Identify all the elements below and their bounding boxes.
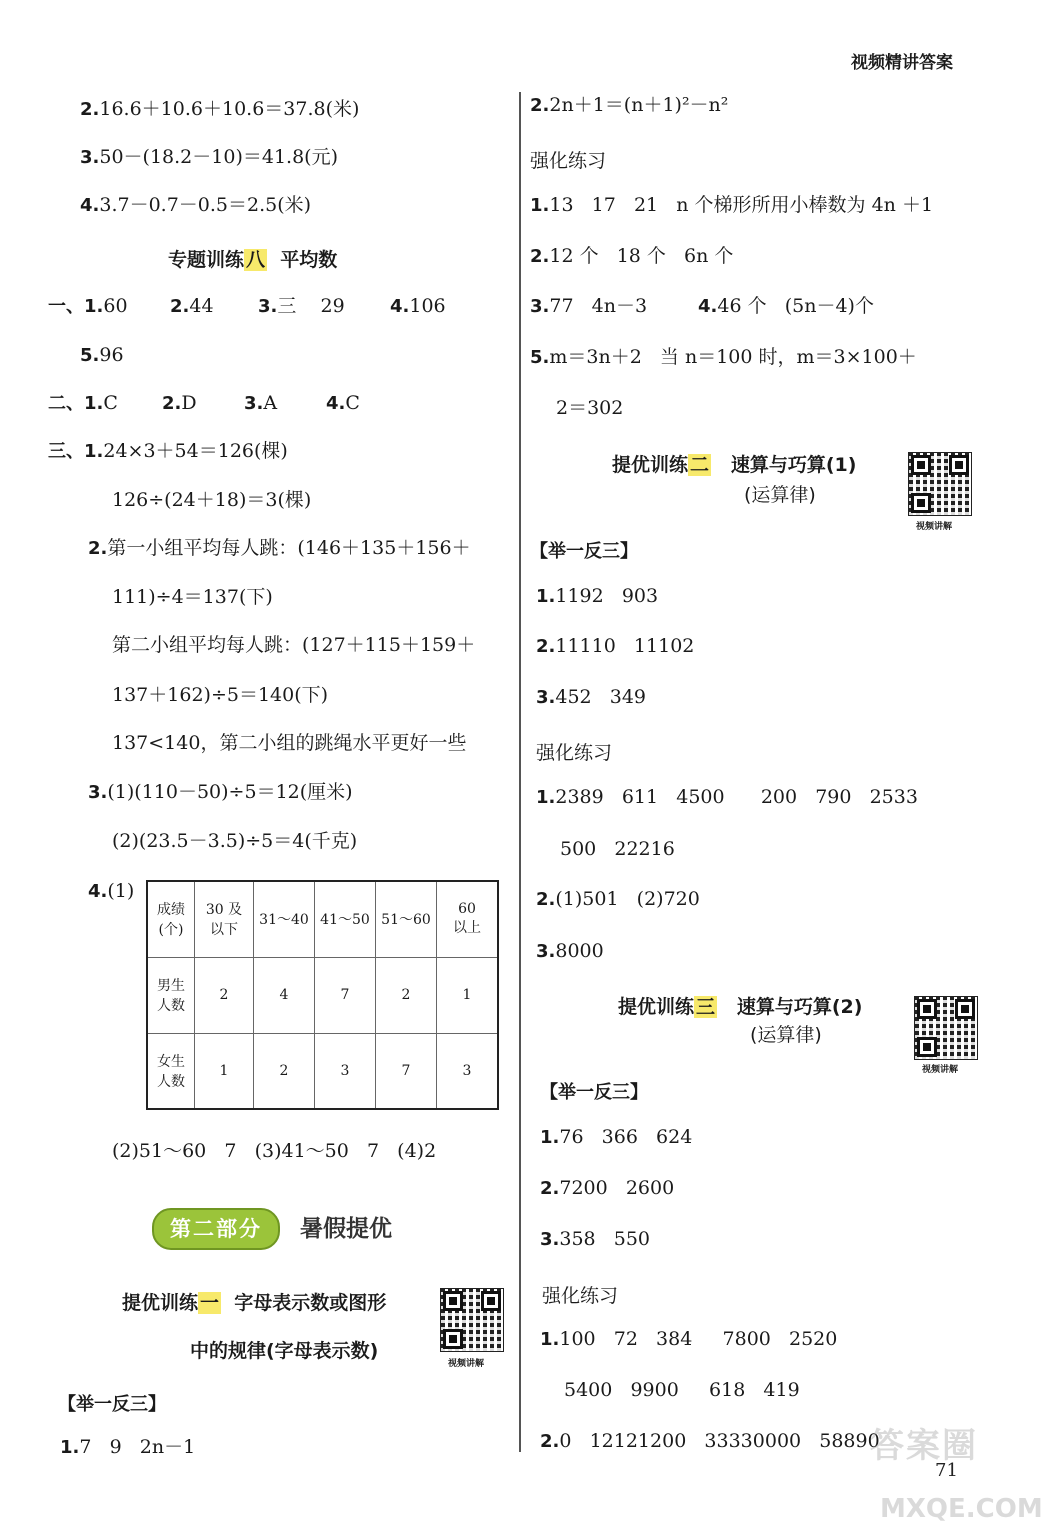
answer-line: 3.452 349 [536,686,647,708]
answer-line: 3.358 550 [540,1228,651,1250]
part-badge: 第二部分 [152,1208,280,1250]
answer-text: 50－(18.2－10)＝41.8(元) [99,146,338,168]
answer-line: 137<140，第二小组的跳绳水平更好一些 [112,732,467,754]
section-title: 专题训练 八 平均数 [168,249,338,271]
table-cell: 2 [195,957,254,1033]
watermark-url: MXQE.COM [880,1494,1043,1524]
answer-line: 126÷(24＋18)＝3(棵) [112,489,312,511]
section-subtitle: (运算律) [744,484,816,506]
qr-caption: 视频讲解 [922,1065,959,1075]
table-cell: 女生 人数 [147,1033,195,1109]
table-row [147,881,498,957]
table-row [147,957,498,1033]
table-cell: 7 [315,957,376,1033]
table-cell: 2 [254,1033,315,1109]
answer-line: 5400 9900 618 419 [564,1379,800,1401]
answer-line: 第二小组平均每人跳：(127＋115＋159＋ [112,634,476,656]
table-cell: 7 [376,1033,437,1109]
answer-line: 5.96 [80,344,124,366]
table-header: 60 以上 [437,881,499,957]
score-table [146,880,499,1110]
answer-line: 2.12 个 18 个 6n 个 [530,245,734,267]
answer-line: 1.76 366 624 [540,1126,693,1148]
section-title: 提优训练 二 速算与巧算(1) [612,454,857,476]
answer-line: 3.50－(18.2－10)＝41.8(元) [80,146,338,168]
practice-label: 强化练习 [542,1285,619,1307]
answer-line: 500 22216 [560,838,675,860]
page-number: 71 [935,1460,958,1481]
section-bracket: 【举一反三】 [540,1082,648,1103]
table-row [147,1033,498,1109]
answer-line: 2.第一小组平均每人跳：(146＋135＋156＋ [88,537,471,559]
answer-text: 3.7－0.7－0.5＝2.5(米) [99,194,312,216]
table-cell: 1 [195,1033,254,1109]
answer-line: 4.C [326,392,360,414]
answer-line: 1.13 17 21 n 个梯形所用小棒数为 4n ＋1 [530,194,934,216]
answer-line: 2.44 [170,295,214,317]
answer-line: 3.8000 [536,940,604,962]
answer-line: 4.3.7－0.7－0.5＝2.5(米) [80,194,312,216]
section-subtitle: 中的规律(字母表示数) [190,1340,379,1362]
qr-caption: 视频讲解 [448,1359,485,1369]
practice-label: 强化练习 [536,742,613,764]
answer-line: 137＋162)÷5＝140(下) [112,684,329,706]
answer-line: 4.106 [390,295,446,317]
section-bracket: 【举一反三】 [530,541,638,562]
table-header: 31～40 [254,881,315,957]
table-header: 30 及 以下 [195,881,254,957]
table-cell: 4 [254,957,315,1033]
part-title: 暑假提优 [300,1216,392,1242]
answer-line: (2)51～60 7 (3)41～50 7 (4)2 [112,1140,437,1162]
qr-code-icon[interactable] [914,996,978,1060]
page-header: 视频精讲答案 [851,53,953,73]
answer-line: 2.0 12121200 33330000 58890 [540,1430,880,1452]
answer-line: 4.46 个 (5n－4)个 [698,295,874,317]
answer-line: 二、1.C [48,392,118,414]
answer-line: 3.三 29 [258,295,345,317]
answer-line: 1.1192 903 [536,585,659,607]
section-subtitle: (运算律) [750,1024,822,1046]
section-title: 提优训练 三 速算与巧算(2) [618,996,863,1018]
answer-line: 1.7 9 2n－1 [60,1436,196,1458]
table-cell: 2 [376,957,437,1033]
answer-line: 3.77 4n－3 [530,295,648,317]
qr-code-icon[interactable] [908,452,972,516]
answer-text: 16.6＋10.6＋10.6＝37.8(米) [99,98,360,120]
answer-line: 5.m＝3n＋2 当 n＝100 时，m＝3×100＋ [530,346,917,368]
table-cell: 3 [315,1033,376,1109]
table-cell: 男生 人数 [147,957,195,1033]
answer-line: 3.A [244,392,278,414]
answer-line: 1.100 72 384 7800 2520 [540,1328,838,1350]
answer-line: 三、1.24×3＋54＝126(棵) [48,440,288,462]
table-cell: 1 [437,957,499,1033]
column-divider [519,92,521,1452]
table-header: 51～60 [376,881,437,957]
answer-line: 2.11110 11102 [536,635,695,657]
answer-line: (2)(23.5－3.5)÷5＝4(千克) [112,830,358,852]
section-bracket: 【举一反三】 [58,1394,166,1415]
answer-line: 2＝302 [556,397,624,419]
answer-line: 3.(1)(110－50)÷5＝12(厘米) [88,781,353,803]
answer-line: 2.D [162,392,197,414]
watermark-logo: 答案圈 [870,1426,978,1466]
practice-label: 强化练习 [530,150,607,172]
answer-line: 一、1.60 [48,295,128,317]
answer-line: 2.16.6＋10.6＋10.6＝37.8(米) [80,98,360,120]
answer-line: 4.(1) [88,880,135,902]
answer-line: 2.2n＋1＝(n＋1)²－n² [530,94,729,116]
table-header: 41～50 [315,881,376,957]
qr-code-icon[interactable] [440,1288,504,1352]
table-header: 成绩 (个) [147,881,195,957]
answer-line: 2.(1)501 (2)720 [536,888,700,910]
section-title: 提优训练 一 字母表示数或图形 [122,1292,387,1314]
answer-line: 111)÷4＝137(下) [112,586,273,608]
qr-caption: 视频讲解 [916,522,953,532]
answer-line: 1.2389 611 4500 200 790 2533 [536,786,918,808]
table-cell: 3 [437,1033,499,1109]
answer-line: 2.7200 2600 [540,1177,675,1199]
